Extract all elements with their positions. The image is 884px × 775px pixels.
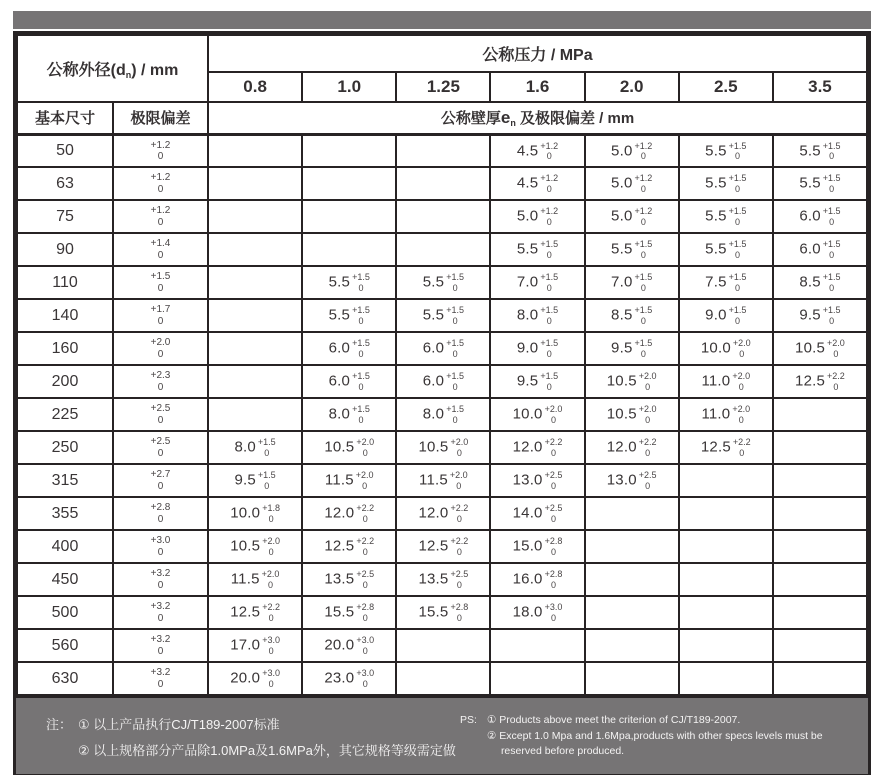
wall-thickness-cell xyxy=(302,134,396,167)
wall-thickness-cell xyxy=(208,134,302,167)
wall-thickness-cell: 5.5 +1.5 0 xyxy=(585,233,679,266)
table-row xyxy=(17,596,867,629)
wall-thickness-cell: 10.5 +2.0 0 xyxy=(208,530,302,563)
wall-thickness-cell xyxy=(396,167,490,200)
wall-thickness-cell xyxy=(679,530,773,563)
outer-diameter-subscript: n xyxy=(125,70,132,80)
table-row xyxy=(17,464,867,497)
basic-size-cell: 450 xyxy=(17,563,113,596)
wall-thickness-cell xyxy=(396,200,490,233)
basic-size-cell: 50 xyxy=(17,134,113,167)
wall-thickness-cell xyxy=(773,563,867,596)
footnotes-panel xyxy=(16,696,868,774)
wall-thickness-cell: 10.5 +2.0 0 xyxy=(773,332,867,365)
wall-thickness-cell xyxy=(679,596,773,629)
deviation-cell: +3.0 0 xyxy=(113,530,208,563)
wall-thickness-cell: 12.0 +2.2 0 xyxy=(302,497,396,530)
deviation-cell: +1.2 0 xyxy=(113,167,208,200)
wall-thickness-cell xyxy=(208,200,302,233)
wall-thickness-cell: 8.5 +1.5 0 xyxy=(773,266,867,299)
pressure-col-header: 0.8 xyxy=(208,72,302,102)
wall-thickness-cell: 10.5 +2.0 0 xyxy=(585,365,679,398)
wall-thickness-cell: 12.0 +2.2 0 xyxy=(490,431,584,464)
wall-thickness-cell xyxy=(208,365,302,398)
basic-size-cell: 140 xyxy=(17,299,113,332)
header-row-sub xyxy=(17,102,867,134)
basic-size-cell: 160 xyxy=(17,332,113,365)
table-row xyxy=(17,233,867,266)
wall-thickness-cell xyxy=(773,431,867,464)
wall-thickness-cell: 12.5 +2.2 0 xyxy=(208,596,302,629)
wall-thickness-cell xyxy=(773,464,867,497)
wall-thickness-cell xyxy=(679,629,773,662)
wall-thickness-cell: 20.0 +3.0 0 xyxy=(302,629,396,662)
wall-thickness-cell: 12.5 +2.2 0 xyxy=(302,530,396,563)
basic-size-cell: 630 xyxy=(17,662,113,695)
wall-thickness-cell: 23.0 +3.0 0 xyxy=(302,662,396,695)
pressure-col-header: 2.5 xyxy=(679,72,773,102)
pressure-col-header: 3.5 xyxy=(773,72,867,102)
wall-thickness-cell: 9.5 +1.5 0 xyxy=(208,464,302,497)
table-row xyxy=(17,332,867,365)
wall-thickness-cell: 12.5 +2.2 0 xyxy=(396,530,490,563)
wall-thickness-cell: 6.0 +1.5 0 xyxy=(396,332,490,365)
wall-thickness-label: 公称壁厚 xyxy=(440,110,501,128)
pressure-col-header: 2.0 xyxy=(585,72,679,102)
deviation-cell: +1.5 0 xyxy=(113,266,208,299)
wall-thickness-cell: 8.0 +1.5 0 xyxy=(396,398,490,431)
wall-thickness-cell: 13.5 +2.5 0 xyxy=(302,563,396,596)
basic-size-cell: 200 xyxy=(17,365,113,398)
pipe-spec-table xyxy=(16,34,868,696)
deviation-cell: +3.2 0 xyxy=(113,563,208,596)
table-row xyxy=(17,662,867,695)
wall-thickness-cell xyxy=(773,596,867,629)
wall-thickness-cell xyxy=(585,629,679,662)
basic-size-cell: 355 xyxy=(17,497,113,530)
wall-thickness-cell: 10.0 +1.8 0 xyxy=(208,497,302,530)
deviation-header: 极限偏差 xyxy=(113,102,208,134)
wall-thickness-cell xyxy=(208,398,302,431)
basic-size-cell: 225 xyxy=(17,398,113,431)
deviation-cell: +1.2 0 xyxy=(113,134,208,167)
deviation-cell: +1.4 0 xyxy=(113,233,208,266)
wall-thickness-cell: 5.0 +1.2 0 xyxy=(585,167,679,200)
wall-thickness-cell: 8.0 +1.5 0 xyxy=(208,431,302,464)
basic-size-cell: 250 xyxy=(17,431,113,464)
wall-thickness-cell xyxy=(490,662,584,695)
wall-thickness-cell: 5.5 +1.5 0 xyxy=(679,134,773,167)
wall-thickness-cell xyxy=(396,134,490,167)
wall-thickness-cell xyxy=(585,497,679,530)
table-row xyxy=(17,497,867,530)
footnote-item: ② Except 1.0 Mpa and 1.6Mpa,products with other specs levels must be reserved before produced. xyxy=(486,729,823,757)
outer-diameter-label: 公称外径(d xyxy=(46,62,126,79)
wall-thickness-cell xyxy=(396,233,490,266)
wall-thickness-cell: 11.0 +2.0 0 xyxy=(679,398,773,431)
wall-thickness-cell: 5.0 +1.2 0 xyxy=(585,200,679,233)
wall-thickness-cell xyxy=(396,629,490,662)
wall-thickness-cell xyxy=(302,200,396,233)
wall-thickness-subscript: n xyxy=(510,118,516,129)
wall-thickness-cell xyxy=(208,299,302,332)
footnote-chinese xyxy=(16,698,460,774)
wall-thickness-cell xyxy=(396,662,490,695)
wall-thickness-cell: 15.0 +2.8 0 xyxy=(490,530,584,563)
wall-thickness-cell: 6.0 +1.5 0 xyxy=(302,332,396,365)
wall-thickness-cell: 10.0 +2.0 0 xyxy=(490,398,584,431)
wall-thickness-cell xyxy=(585,530,679,563)
deviation-cell: +2.0 0 xyxy=(113,332,208,365)
basic-size-cell: 560 xyxy=(17,629,113,662)
outer-diameter-header xyxy=(17,35,208,102)
wall-thickness-cell: 12.0 +2.2 0 xyxy=(585,431,679,464)
deviation-cell: +2.5 0 xyxy=(113,431,208,464)
wall-thickness-cell: 15.5 +2.8 0 xyxy=(302,596,396,629)
wall-thickness-cell xyxy=(208,233,302,266)
wall-thickness-cell xyxy=(773,530,867,563)
wall-thickness-cell: 12.0 +2.2 0 xyxy=(396,497,490,530)
deviation-cell: +2.7 0 xyxy=(113,464,208,497)
basic-size-cell: 500 xyxy=(17,596,113,629)
basic-size-cell: 75 xyxy=(17,200,113,233)
wall-thickness-cell xyxy=(208,167,302,200)
wall-thickness-cell: 6.0 +1.5 0 xyxy=(773,200,867,233)
wall-thickness-cell xyxy=(773,629,867,662)
wall-thickness-cell: 7.0 +1.5 0 xyxy=(585,266,679,299)
deviation-cell: +1.7 0 xyxy=(113,299,208,332)
wall-thickness-cell xyxy=(773,662,867,695)
wall-thickness-cell: 7.0 +1.5 0 xyxy=(490,266,584,299)
wall-thickness-cell: 12.5 +2.2 0 xyxy=(679,431,773,464)
wall-thickness-cell: 5.5 +1.5 0 xyxy=(679,200,773,233)
wall-thickness-symbol: e xyxy=(500,108,511,128)
deviation-cell: +2.3 0 xyxy=(113,365,208,398)
wall-thickness-cell xyxy=(585,662,679,695)
wall-thickness-cell: 8.0 +1.5 0 xyxy=(302,398,396,431)
wall-thickness-cell: 9.5 +1.5 0 xyxy=(490,365,584,398)
wall-thickness-cell: 10.5 +2.0 0 xyxy=(585,398,679,431)
basic-size-cell: 315 xyxy=(17,464,113,497)
footnote-item: ② 以上规格部分产品除1.0MPa及1.6MPa外，其它规格等级需定做 xyxy=(78,743,456,758)
wall-thickness-cell: 10.5 +2.0 0 xyxy=(302,431,396,464)
wall-thickness-cell: 11.0 +2.0 0 xyxy=(679,365,773,398)
wall-thickness-cell: 5.5 +1.5 0 xyxy=(679,167,773,200)
wall-thickness-cell xyxy=(302,233,396,266)
basic-size-cell: 63 xyxy=(17,167,113,200)
wall-thickness-cell xyxy=(585,596,679,629)
footnote-item: ① 以上产品执行CJ/T189-2007标准 xyxy=(78,717,280,732)
wall-thickness-cell: 4.5 +1.2 0 xyxy=(490,167,584,200)
wall-thickness-cell: 16.0 +2.8 0 xyxy=(490,563,584,596)
wall-thickness-cell: 11.5 +2.0 0 xyxy=(302,464,396,497)
pressure-col-header: 1.25 xyxy=(396,72,490,102)
deviation-cell: +2.5 0 xyxy=(113,398,208,431)
table-row xyxy=(17,134,867,167)
wall-thickness-cell: 5.5 +1.5 0 xyxy=(396,266,490,299)
pressure-header: 公称压力 / MPa xyxy=(208,35,867,72)
table-row xyxy=(17,200,867,233)
wall-thickness-cell xyxy=(679,497,773,530)
wall-thickness-cell xyxy=(208,332,302,365)
wall-thickness-cell: 5.5 +1.5 0 xyxy=(773,134,867,167)
deviation-cell: +1.2 0 xyxy=(113,200,208,233)
wall-thickness-cell: 5.5 +1.5 0 xyxy=(490,233,584,266)
basic-size-header: 基本尺寸 xyxy=(17,102,113,134)
wall-thickness-cell: 5.0 +1.2 0 xyxy=(490,200,584,233)
table-row xyxy=(17,299,867,332)
wall-thickness-cell: 15.5 +2.8 0 xyxy=(396,596,490,629)
footnote-english xyxy=(460,698,868,774)
footnote-english-label: PS: xyxy=(460,714,477,726)
wall-thickness-cell: 5.5 +1.5 0 xyxy=(302,299,396,332)
wall-thickness-cell xyxy=(773,497,867,530)
deviation-cell: +3.2 0 xyxy=(113,629,208,662)
wall-thickness-cell: 9.0 +1.5 0 xyxy=(679,299,773,332)
spec-table-container xyxy=(13,31,871,775)
wall-thickness-cell xyxy=(585,563,679,596)
basic-size-cell: 400 xyxy=(17,530,113,563)
wall-thickness-cell: 6.0 +1.5 0 xyxy=(396,365,490,398)
deviation-cell: +3.2 0 xyxy=(113,662,208,695)
wall-thickness-cell: 5.0 +1.2 0 xyxy=(585,134,679,167)
basic-size-cell: 110 xyxy=(17,266,113,299)
table-row xyxy=(17,563,867,596)
pressure-col-header: 1.0 xyxy=(302,72,396,102)
wall-thickness-cell: 9.5 +1.5 0 xyxy=(585,332,679,365)
wall-thickness-header xyxy=(208,102,867,134)
wall-thickness-cell: 6.0 +1.5 0 xyxy=(302,365,396,398)
table-row xyxy=(17,398,867,431)
wall-thickness-cell xyxy=(679,464,773,497)
wall-thickness-cell xyxy=(208,266,302,299)
wall-thickness-cell: 13.0 +2.5 0 xyxy=(585,464,679,497)
deviation-cell: +2.8 0 xyxy=(113,497,208,530)
wall-thickness-cell: 14.0 +2.5 0 xyxy=(490,497,584,530)
wall-thickness-cell: 8.0 +1.5 0 xyxy=(490,299,584,332)
footnote-english-items xyxy=(487,713,862,766)
outer-diameter-unit: ) / mm xyxy=(131,62,179,79)
wall-thickness-cell: 7.5 +1.5 0 xyxy=(679,266,773,299)
wall-thickness-cell: 13.0 +2.5 0 xyxy=(490,464,584,497)
table-row xyxy=(17,266,867,299)
wall-thickness-cell: 5.5 +1.5 0 xyxy=(302,266,396,299)
wall-thickness-cell xyxy=(773,398,867,431)
wall-thickness-cell: 17.0 +3.0 0 xyxy=(208,629,302,662)
wall-thickness-cell: 9.0 +1.5 0 xyxy=(490,332,584,365)
wall-thickness-cell: 8.5 +1.5 0 xyxy=(585,299,679,332)
wall-thickness-cell: 11.5 +2.0 0 xyxy=(396,464,490,497)
wall-thickness-cell: 5.5 +1.5 0 xyxy=(773,167,867,200)
wall-thickness-cell xyxy=(490,629,584,662)
footnote-chinese-label: 注： xyxy=(46,717,73,732)
wall-thickness-cell: 4.5 +1.2 0 xyxy=(490,134,584,167)
pressure-col-header: 1.6 xyxy=(490,72,584,102)
wall-thickness-cell: 18.0 +3.0 0 xyxy=(490,596,584,629)
footnote-item: ① Products above meet the criterion of CJ/T189-2007. xyxy=(486,714,741,726)
wall-thickness-cell: 13.5 +2.5 0 xyxy=(396,563,490,596)
wall-thickness-cell: 5.5 +1.5 0 xyxy=(396,299,490,332)
wall-thickness-unit: 及极限偏差 / mm xyxy=(515,110,635,128)
basic-size-cell: 90 xyxy=(17,233,113,266)
deviation-cell: +3.2 0 xyxy=(113,596,208,629)
table-row xyxy=(17,167,867,200)
table-row xyxy=(17,431,867,464)
header-row-top xyxy=(17,35,867,72)
table-row xyxy=(17,365,867,398)
wall-thickness-cell: 10.0 +2.0 0 xyxy=(679,332,773,365)
top-accent-bar xyxy=(13,11,871,29)
wall-thickness-cell xyxy=(679,563,773,596)
wall-thickness-cell: 9.5 +1.5 0 xyxy=(773,299,867,332)
wall-thickness-cell: 20.0 +3.0 0 xyxy=(208,662,302,695)
wall-thickness-cell: 10.5 +2.0 0 xyxy=(396,431,490,464)
table-row xyxy=(17,530,867,563)
wall-thickness-cell: 5.5 +1.5 0 xyxy=(679,233,773,266)
table-body xyxy=(17,134,867,695)
wall-thickness-cell xyxy=(679,662,773,695)
wall-thickness-cell xyxy=(302,167,396,200)
wall-thickness-cell: 11.5 +2.0 0 xyxy=(208,563,302,596)
wall-thickness-cell: 12.5 +2.2 0 xyxy=(773,365,867,398)
wall-thickness-cell: 6.0 +1.5 0 xyxy=(773,233,867,266)
footnote-chinese-items xyxy=(78,712,460,764)
table-row xyxy=(17,629,867,662)
